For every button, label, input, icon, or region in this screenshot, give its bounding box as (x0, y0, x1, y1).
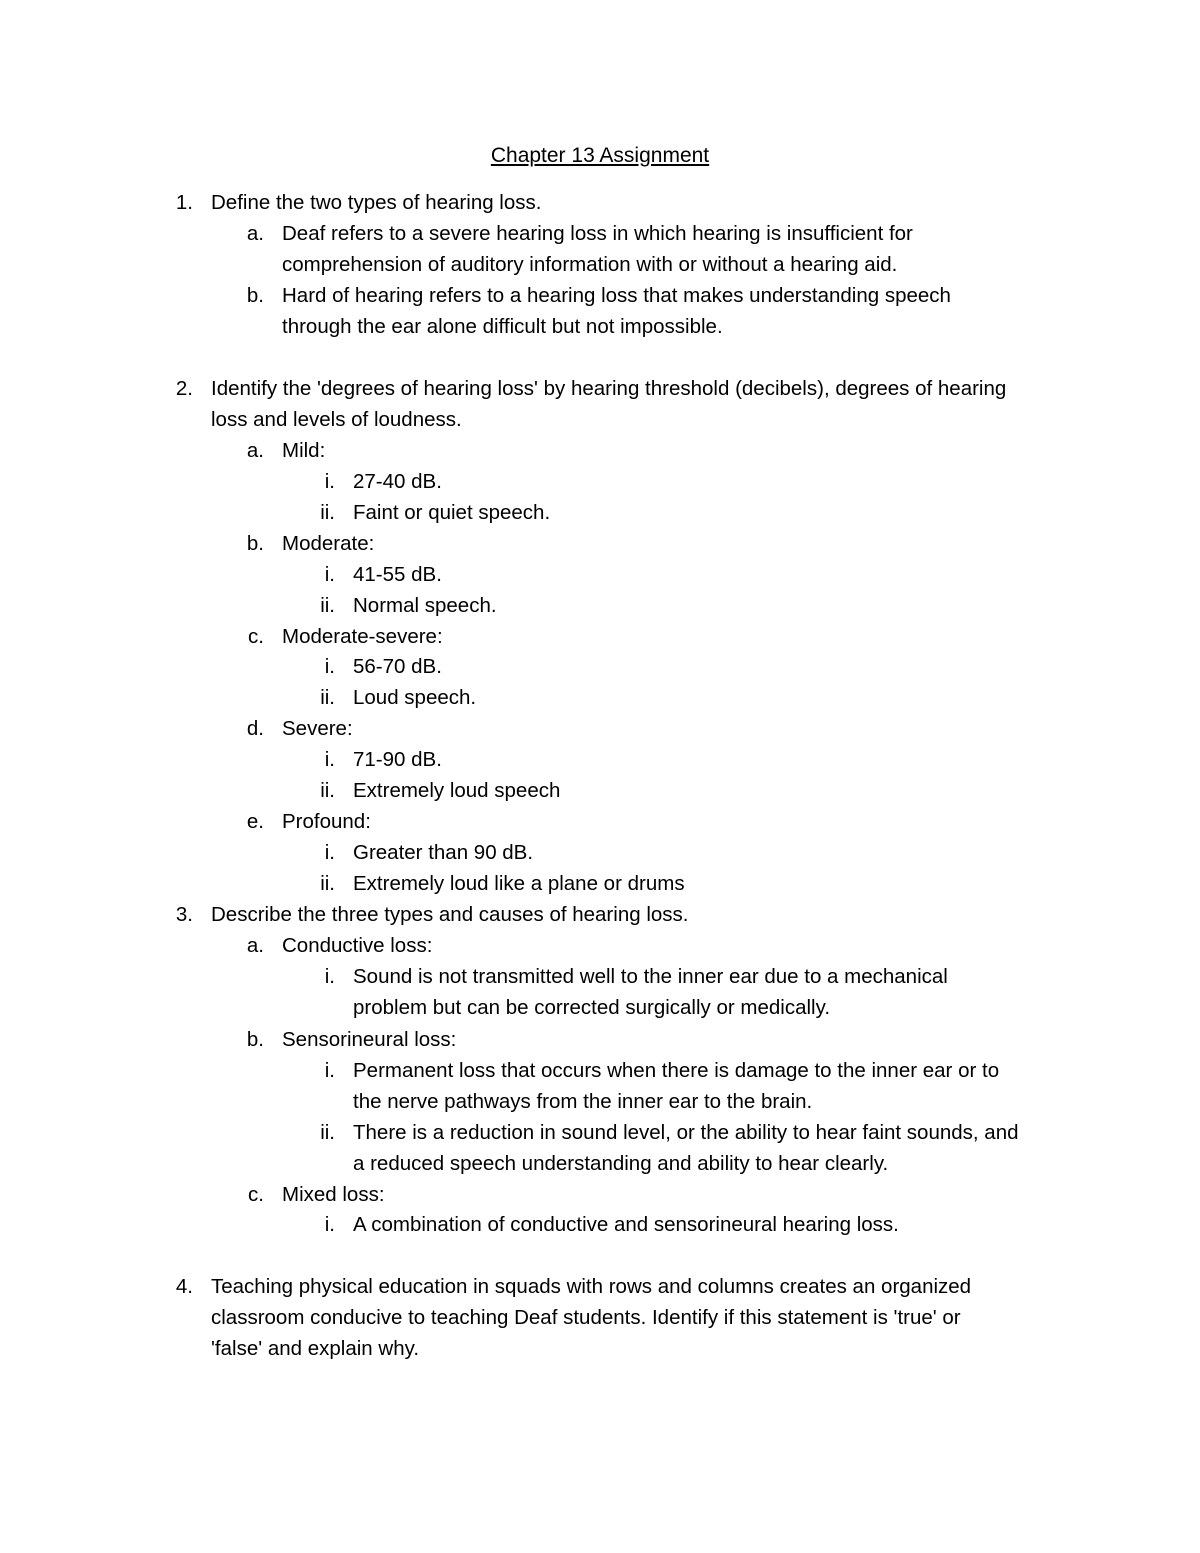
q2-e-ii-text: Extremely loud like a plane or drums (353, 872, 685, 895)
q3-b-label: Sensorineural loss: (282, 1028, 457, 1051)
q2-a-i-text: 27-40 dB. (353, 470, 442, 493)
q2-b-ii-marker: ii. (320, 594, 335, 617)
q2-e-i-marker: i. (324, 841, 335, 864)
q2-d-ii-text: Extremely loud speech (353, 779, 561, 802)
q2-c-label: Moderate-severe: (282, 625, 443, 648)
q2-c-ii-text: Loud speech. (353, 686, 477, 709)
q3-b-i-line-1: Permanent loss that occurs when there is damage to the inner ear or to (353, 1059, 1000, 1082)
q2-a-ii-marker: ii. (320, 501, 335, 524)
q3-b-i-marker: i. (324, 1059, 335, 1082)
q3-c-label: Mixed loss: (282, 1183, 385, 1206)
q3-b-ii-line-2: a reduced speech understanding and ability to hear clearly. (353, 1152, 889, 1175)
q2-d-ii-marker: ii. (320, 779, 335, 802)
q2-b-i-text: 41-55 dB. (353, 563, 442, 586)
q3-b-ii-line-1: There is a reduction in sound level, or the ability to hear faint sounds, and (353, 1121, 1019, 1144)
q1-b-marker: b. (246, 284, 264, 307)
q1-a-marker: a. (246, 222, 264, 245)
q2-c-i-text: 56-70 dB. (353, 655, 442, 678)
q2-b-i-marker: i. (324, 563, 335, 586)
q2-e-label: Profound: (282, 810, 371, 833)
q2-c-ii-marker: ii. (320, 686, 335, 709)
q3-b-ii-marker: ii. (320, 1121, 335, 1144)
q3-a-i-marker: i. (324, 965, 335, 988)
q2-b-label: Moderate: (282, 532, 375, 555)
question-3-text: Describe the three types and causes of hearing loss. (211, 903, 689, 926)
question-4-number: 4. (175, 1275, 193, 1298)
q1-b-line-2: through the ear alone difficult but not impossible. (282, 315, 723, 338)
q2-c-marker: c. (248, 625, 264, 648)
question-2-line-1: Identify the 'degrees of hearing loss' by hearing threshold (decibels), degrees of hearing (211, 377, 1007, 400)
q2-e-marker: e. (246, 810, 264, 833)
q1-b-line-1: Hard of hearing refers to a hearing loss that makes understanding speech (282, 284, 951, 307)
question-3-number: 3. (175, 903, 193, 926)
q2-e-ii-marker: ii. (320, 872, 335, 895)
q2-e-i-text: Greater than 90 dB. (353, 841, 534, 864)
q3-c-i-marker: i. (324, 1213, 335, 1236)
q3-c-i-line-1: A combination of conductive and sensorineural hearing loss. (353, 1213, 899, 1236)
q2-b-ii-text: Normal speech. (353, 594, 497, 617)
q2-c-i-marker: i. (324, 655, 335, 678)
q2-d-label: Severe: (282, 717, 353, 740)
q1-a-line-2: comprehension of auditory information with or without a hearing aid. (282, 253, 898, 276)
q3-b-i-line-2: the nerve pathways from the inner ear to the brain. (353, 1090, 813, 1113)
question-4-line-1: Teaching physical education in squads with rows and columns creates an organized (211, 1275, 972, 1298)
q1-a-line-1: Deaf refers to a severe hearing loss in which hearing is insufficient for (282, 222, 913, 245)
q2-d-i-marker: i. (324, 748, 335, 771)
q2-a-marker: a. (246, 439, 264, 462)
q2-d-i-text: 71-90 dB. (353, 748, 442, 771)
question-4-line-2: classroom conducive to teaching Deaf students. Identify if this statement is 'true' or (211, 1306, 961, 1329)
question-4-line-3: 'false' and explain why. (211, 1337, 420, 1360)
q3-b-marker: b. (246, 1028, 264, 1051)
q3-a-i-line-2: problem but can be corrected surgically or medically. (353, 996, 831, 1019)
q3-a-i-line-1: Sound is not transmitted well to the inner ear due to a mechanical (353, 965, 948, 988)
q2-a-i-marker: i. (324, 470, 335, 493)
q3-a-marker: a. (246, 934, 264, 957)
question-2-line-2: loss and levels of loudness. (211, 408, 462, 431)
question-1-number: 1. (175, 191, 193, 214)
q2-a-label: Mild: (282, 439, 326, 462)
question-2-number: 2. (175, 377, 193, 400)
q2-b-marker: b. (246, 532, 264, 555)
q3-c-marker: c. (248, 1183, 264, 1206)
q2-a-ii-text: Faint or quiet speech. (353, 501, 551, 524)
question-1-text: Define the two types of hearing loss. (211, 191, 542, 214)
page-title: Chapter 13 Assignment (490, 144, 710, 167)
q2-d-marker: d. (246, 717, 264, 740)
q3-a-label: Conductive loss: (282, 934, 433, 957)
